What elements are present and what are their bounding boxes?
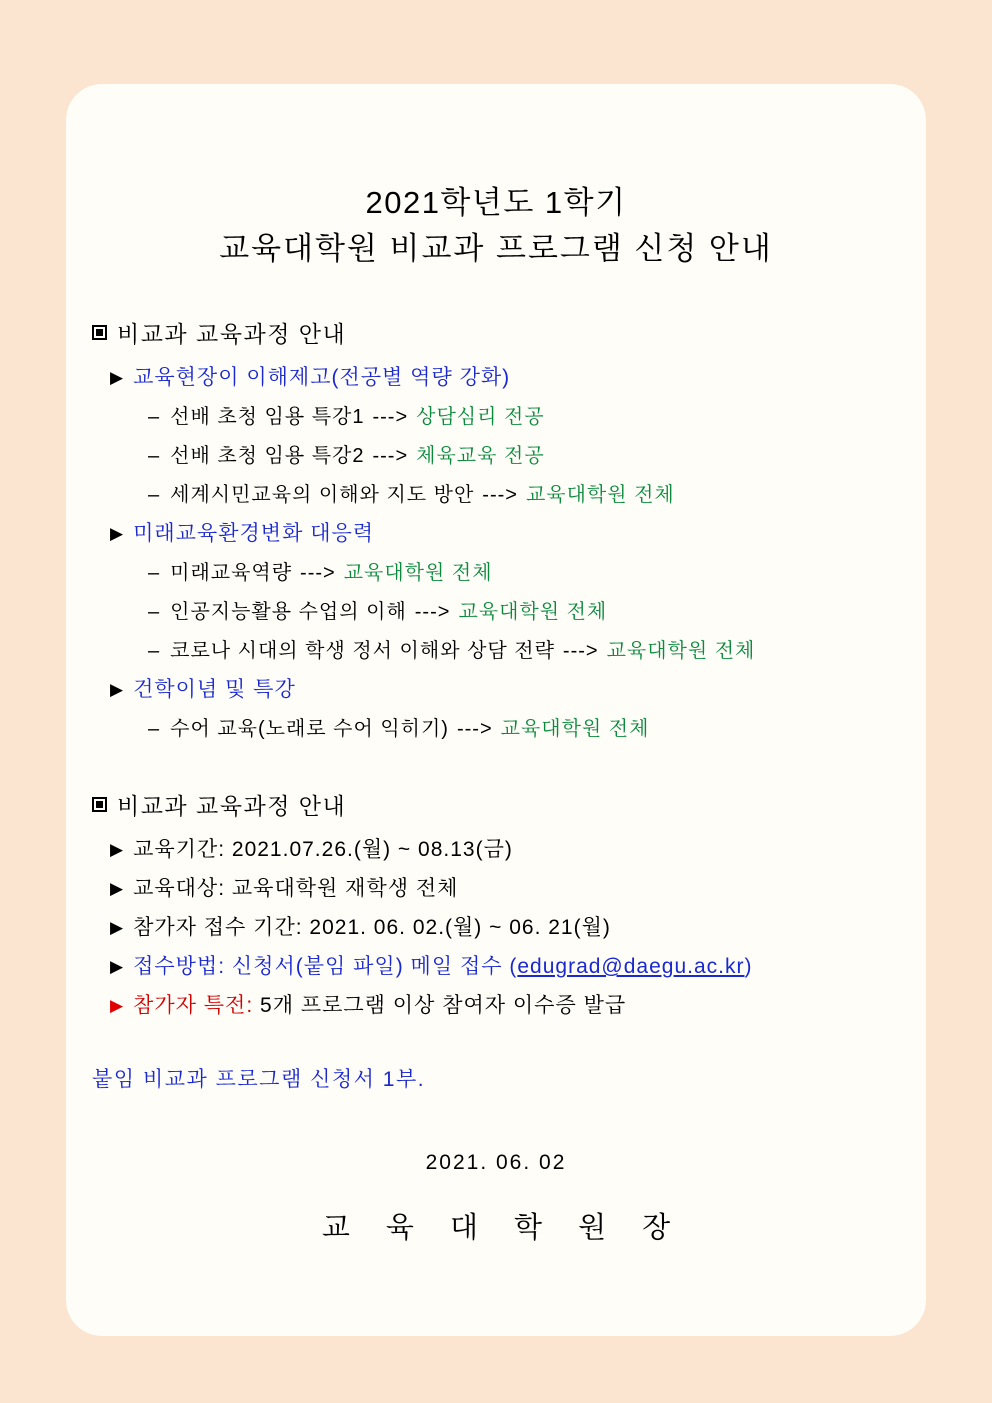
detail-row-text: 참가자 접수 기간: 2021. 06. 02.(월) ~ 06. 21(월): [133, 916, 611, 939]
arrow-glyph: --->: [372, 445, 409, 467]
document-inner: [66, 84, 926, 1336]
dash-icon: –: [148, 484, 161, 506]
section-curriculum: [66, 316, 926, 744]
section-curriculum-heading: [92, 316, 926, 349]
page-title: [66, 180, 926, 272]
triangle-icon: ▶: [110, 368, 125, 387]
benefit-label: 참가자 특전:: [133, 994, 254, 1017]
dash-icon: –: [148, 406, 161, 428]
arrow-glyph: --->: [456, 718, 493, 740]
course-name: 코로나 시대의 학생 정서 이해와 상담 전략: [170, 640, 555, 662]
course-name: 선배 초청 임용 특강1: [170, 406, 365, 428]
dash-icon: –: [148, 601, 161, 623]
course-name: 선배 초청 임용 특강2: [170, 445, 365, 467]
course-target: 체육교육 전공: [416, 445, 545, 467]
dash-icon: –: [148, 562, 161, 584]
section-details: [66, 788, 926, 1021]
submission-method-text: [133, 952, 752, 982]
triangle-icon: ▶: [110, 957, 125, 976]
arrow-glyph: --->: [482, 484, 518, 506]
list-item: [148, 480, 926, 510]
course-name: 미래교육역량: [170, 562, 293, 584]
section-curriculum-heading-text: 비교과 교육과정 안내: [117, 321, 347, 347]
benefit-detail: 5개 프로그램 이상 참여자 이수증 발급: [253, 994, 627, 1017]
triangle-icon: ▶: [110, 524, 125, 543]
title-line-2: 교육대학원 비교과 프로그램 신청 안내: [219, 231, 773, 266]
arrow-glyph: --->: [562, 640, 599, 662]
group-label: 건학이념 및 특강: [133, 678, 296, 701]
dash-icon: –: [148, 640, 161, 662]
filled-square-icon: [92, 325, 107, 340]
attachment-note: 붙임 비교과 프로그램 신청서 1부.: [92, 1068, 426, 1091]
triangle-icon: ▶: [110, 680, 125, 699]
group-label: 교육현장이 이해제고(전공별 역량 강화): [133, 366, 511, 389]
title-line-1: 2021학년도 1학기: [365, 185, 627, 220]
detail-row: [110, 835, 926, 865]
document-page: [66, 84, 926, 1336]
group-item: [110, 675, 926, 705]
group-label: 미래교육환경변화 대응력: [133, 522, 375, 545]
list-item: [148, 402, 926, 432]
detail-row-text: 교육기간: 2021.07.26.(월) ~ 08.13(금): [133, 838, 513, 861]
detail-row-text: 교육대상: 교육대학원 재학생 전체: [133, 877, 459, 900]
course-target: 교육대학원 전체: [500, 718, 650, 740]
triangle-icon: ▶: [110, 996, 125, 1015]
group-item: [110, 519, 926, 549]
course-target: 상담심리 전공: [416, 406, 545, 428]
course-name: 수어 교육(노래로 수어 익히기): [170, 718, 449, 740]
list-item: [148, 441, 926, 471]
course-name: 세계시민교육의 이해와 지도 방안: [170, 484, 475, 506]
dash-icon: –: [148, 445, 161, 467]
section-details-heading-text: 비교과 교육과정 안내: [117, 793, 347, 819]
course-name: 인공지능활용 수업의 이해: [170, 601, 407, 623]
benefit-text: [133, 991, 626, 1021]
course-target: 교육대학원 전체: [343, 562, 493, 584]
course-target: 교육대학원 전체: [458, 601, 608, 623]
submission-suffix: ): [744, 955, 753, 978]
filled-square-icon: [92, 797, 107, 812]
submission-prefix: 접수방법: 신청서(붙임 파일) 메일 접수 (: [133, 955, 518, 978]
detail-row: [110, 874, 926, 904]
detail-row: [110, 913, 926, 943]
list-item: [148, 714, 926, 744]
triangle-icon: ▶: [110, 840, 125, 859]
submission-method-row: [110, 952, 926, 982]
list-item: [148, 636, 926, 666]
email-link[interactable]: edugrad@daegu.ac.kr: [517, 955, 745, 978]
group-item: [110, 363, 926, 393]
course-target: 교육대학원 전체: [525, 484, 675, 506]
benefit-row: [110, 991, 926, 1021]
arrow-glyph: --->: [414, 601, 451, 623]
document-signer: 교 육 대 학 원 장: [321, 1212, 685, 1244]
dash-icon: –: [148, 718, 161, 740]
course-target: 교육대학원 전체: [606, 640, 756, 662]
triangle-icon: ▶: [110, 879, 125, 898]
section-details-heading: [92, 788, 926, 821]
document-date: 2021. 06. 02: [425, 1151, 567, 1174]
list-item: [148, 558, 926, 588]
list-item: [148, 597, 926, 627]
arrow-glyph: --->: [300, 562, 336, 584]
triangle-icon: ▶: [110, 918, 125, 937]
arrow-glyph: --->: [372, 406, 409, 428]
